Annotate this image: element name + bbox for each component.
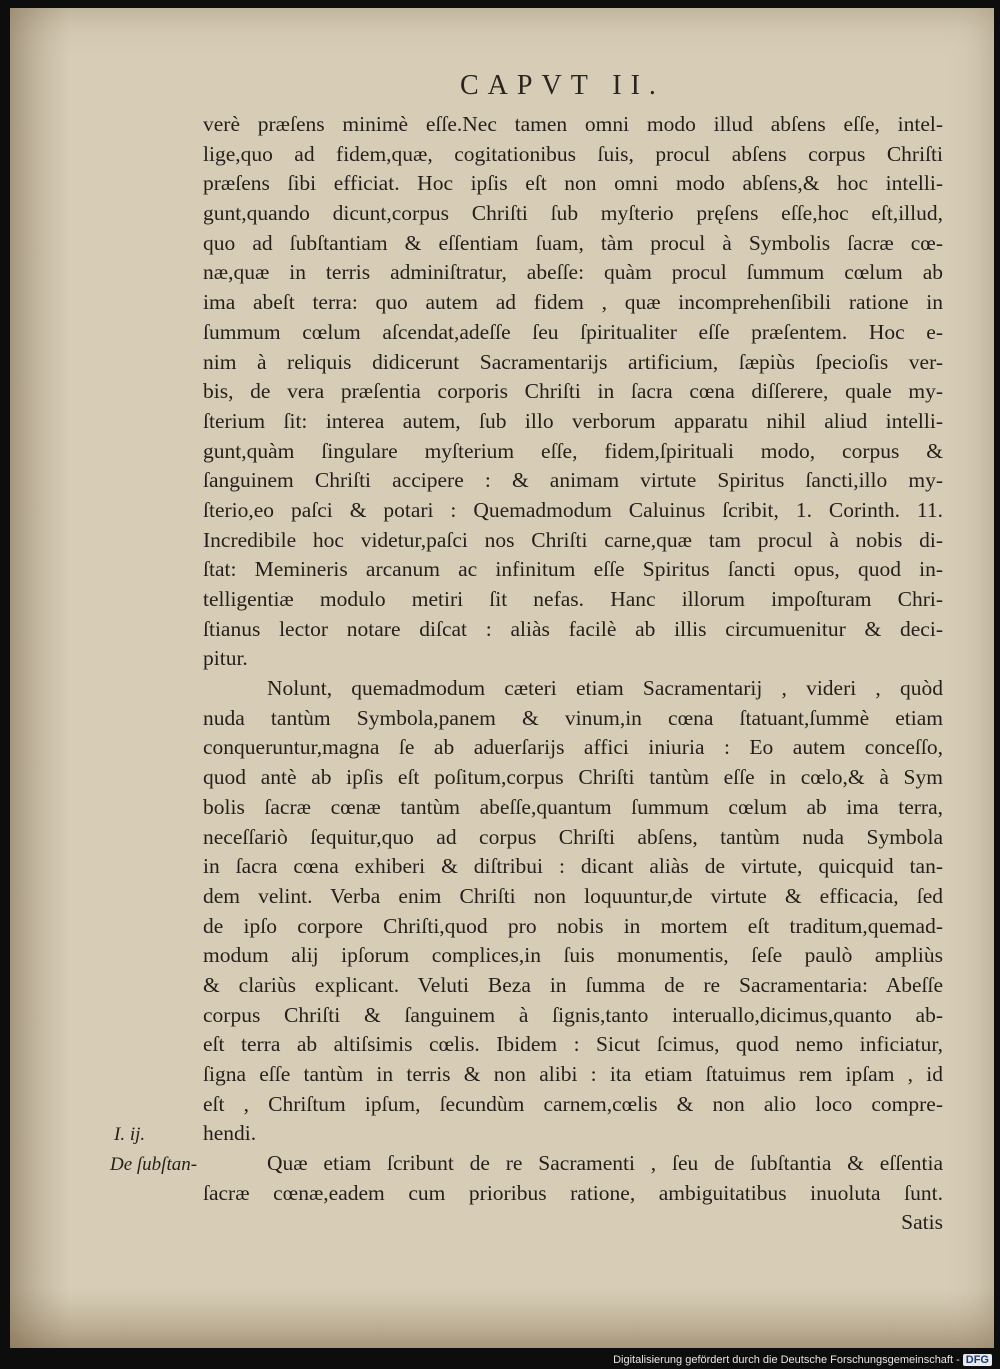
text-line: Nolunt, quemadmodum cæteri etiam Sacramentarij , videri , quòd xyxy=(267,676,943,701)
running-head: CAPVT II. xyxy=(460,70,665,101)
text-line: quo ad ſubſtantiam & eſſentiam ſuam, tàm procul à Symbolis ſacræ cœ- xyxy=(203,230,943,255)
book-page xyxy=(10,8,994,1348)
text-line: lige,quo ad fidem,quæ, cogitationibus ſuis, procul abſens corpus Chriſti xyxy=(203,141,943,166)
text-line: eſt terra ab altiſsimis cœlis. Ibidem : Sicut ſcimus, quod nemo inficiatur, xyxy=(203,1032,943,1057)
text-line: nim à reliquis didicerunt Sacramentarijs artificium, ſæpiùs ſpecioſis ver- xyxy=(203,349,943,374)
text-line: ſterium ſit: interea autem, ſub illo verborum apparatu nihil aliud intelli- xyxy=(203,408,943,433)
text-line: & clariùs explicant. Veluti Beza in ſumma de re Sacramentaria: Abeſſe xyxy=(203,972,943,997)
text-line: conqueruntur,magna ſe ab aduerſarijs affici iniuria : Eo autem conceſſo, xyxy=(203,735,943,760)
text-line: corpus Chriſti & ſanguinem à ſignis,tanto interuallo,dicimus,quanto ab- xyxy=(203,1002,943,1027)
text-line: neceſſariò ſequitur,quo ad corpus Chriſti abſens, tantùm nuda Symbola xyxy=(203,824,943,849)
margin-note-line: I. ij. xyxy=(114,1124,146,1145)
text-line: de ipſo corpore Chriſti,quod pro nobis in mortem eſt traditum,quemad- xyxy=(203,913,943,938)
text-line: verè præſens minimè eſſe.Nec tamen omni modo illud abſens eſſe, intel- xyxy=(203,112,943,136)
text-line: modum alij ipſorum complices,in ſuis monumentis, ſeſe paulò ampliùs xyxy=(203,943,943,968)
text-line: telligentiæ modulo metiri ſit nefas. Hanc illorum impoſturam Chri- xyxy=(203,587,943,611)
text-line: ſtat: Memineris arcanum ac infinitum eſſe Spiritus ſancti opus, quod in- xyxy=(203,557,943,582)
text-line: ſigna eſſe tantùm in terris & non alibi : ita etiam ſtatuimus rem ipſam , id xyxy=(203,1062,943,1086)
body-text xyxy=(203,110,943,1238)
text-line: quod antè ab ipſis eſt poſitum,corpus Chriſti tantùm eſſe in cœlo,& à Sym xyxy=(203,765,943,790)
text-line: bolis ſacræ cœnæ tantùm abeſſe,quantum ſummum cœlum ab ima terra, xyxy=(203,794,943,819)
digitization-credit xyxy=(613,1354,992,1366)
margin-note xyxy=(110,1120,197,1180)
margin-note-line: De ſubſtan- xyxy=(110,1154,198,1175)
text-line: præſens ſibi efficiat. Hoc ipſis eſt non omni modo abſens,& hoc intelli- xyxy=(203,171,943,196)
text-line: ſterio,eo paſci & potari : Quemadmodum Caluinus ſcribit, 1. Corinth. 11. xyxy=(203,497,943,522)
dfg-logo: DFG xyxy=(963,1354,992,1366)
text-line: hendi. xyxy=(203,1121,257,1146)
text-line: ima abeſt terra: quo autem ad fidem , quæ incomprehenſibili ratione in xyxy=(203,290,943,315)
text-line: dem velint. Verba enim Chriſti non loquuntur,de virtute & efficacia, ſed xyxy=(203,883,943,908)
text-line: nuda tantùm Symbola,panem & vinum,in cœna ſtatuant,ſummè etiam xyxy=(203,705,943,730)
text-line: bis, de vera præſentia corporis Chriſti in ſacra cœna diſſerere, quale my- xyxy=(203,379,943,404)
text-line: Quæ etiam ſcribunt de re Sacramenti , ſeu de ſubſtantia & eſſentia xyxy=(267,1151,943,1176)
text-line: gunt,quando dicunt,corpus Chriſti ſub myſterio pręſens eſſe,hoc eſt,illud, xyxy=(203,201,943,226)
text-line: næ,quæ in terris adminiſtratur, abeſſe: quàm procul ſummum cœlum ab xyxy=(203,260,943,285)
catchword: Satis xyxy=(901,1210,943,1235)
credit-text: Digitalisierung gefördert durch die Deutsche Forschungsgemeinschaft - xyxy=(613,1354,960,1366)
text-line: ſtianus lector notare diſcat : aliàs facilè ab illis circumuenitur & deci- xyxy=(203,616,943,641)
text-line: ſanguinem Chriſti accipere : & animam virtute Spiritus ſancti,illo my- xyxy=(203,468,943,493)
text-line: Incredibile hoc videtur,paſci nos Chriſti carne,quæ tam procul à nobis di- xyxy=(203,527,943,552)
text-line: in ſacra cœna exhiberi & diſtribui : dicant aliàs de virtute, quicquid tan- xyxy=(203,854,943,879)
text-line: gunt,quàm ſingulare myſterium eſſe, fidem,ſpirituali modo, corpus & xyxy=(203,438,943,463)
text-line: pitur. xyxy=(203,646,248,671)
text-line: ſacræ cœnæ,eadem cum prioribus ratione, ambiguitatibus inuoluta ſunt. xyxy=(203,1180,943,1205)
text-line: ſummum cœlum aſcendat,adeſſe ſeu ſpiritualiter eſſe præſentem. Hoc e- xyxy=(203,319,943,344)
text-line: eſt , Chriſtum ipſum, ſecundùm carnem,cœlis & non alio loco compre- xyxy=(203,1091,943,1116)
